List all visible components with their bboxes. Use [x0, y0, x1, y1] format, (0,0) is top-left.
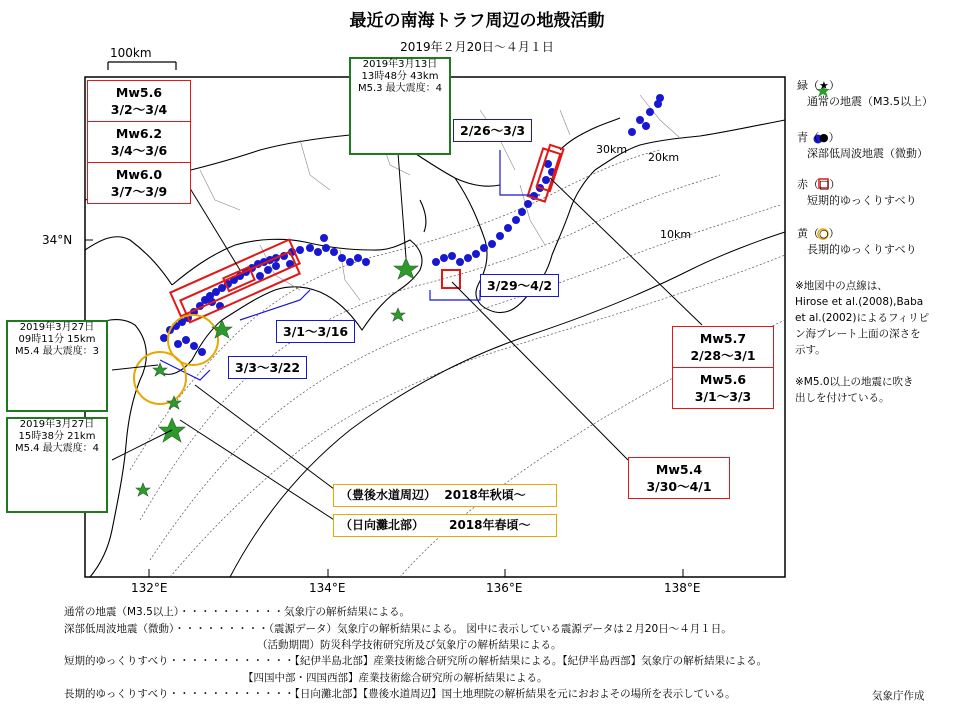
- depth-contour-label: 10km: [660, 228, 692, 241]
- quake-info-box: 2019年3月13日 13時48分 43km M5.3 最大震度：4: [349, 57, 451, 155]
- latitude-label: 34°N: [42, 233, 73, 247]
- tremor-period-label: 2/26～3/3: [453, 119, 532, 142]
- footer-line: 【四国中部・四国西部】産業技術総合研究所の解析結果による。: [243, 672, 548, 684]
- tremor-period-label: 3/3～3/22: [228, 356, 307, 379]
- depth-contour-label: 30km: [596, 143, 628, 156]
- credit: 気象庁作成: [872, 690, 925, 702]
- short-slip-callout-single: Mw5.4 3/30～4/1: [628, 457, 730, 499]
- slip-entry: Mw5.6 3/2～3/4: [110, 85, 168, 117]
- tremor-period-label: 3/29～4/2: [480, 274, 559, 297]
- slip-entry: Mw6.2 3/4～3/6: [88, 121, 190, 162]
- lon-tick-label: 136°E: [486, 581, 523, 595]
- short-slip-callout-right: [672, 326, 774, 409]
- short-slip-callout-left: [87, 80, 191, 204]
- lon-tick-label: 138°E: [664, 581, 701, 595]
- footer-line: 深部低周波地震（微動）・・・・・・・・・（震源データ）気象庁の解析結果による。 図中に表示している震源データは２月20日～４月１日。: [64, 623, 732, 635]
- footer-line: 短期的ゆっくりすべり・・・・・・・・・・・・【紀伊半島北部】産業技術総合研究所の解析結果による。【紀伊半島西部】気象庁の解析結果による。: [64, 655, 768, 667]
- lon-tick-label: 132°E: [131, 581, 168, 595]
- magnitude-note: ※M5.0以上の地震に吹き 出しを付けている。: [795, 376, 914, 404]
- long-slip-label: （豊後水道周辺） 2018年秋頃～: [333, 484, 557, 507]
- footer-line: 通常の地震（M3.5以上）・・・・・・・・・・気象庁の解析結果による。: [64, 606, 411, 618]
- legend-green: 緑（★） 通常の地震（M3.5以上）: [797, 79, 933, 108]
- footer-line: （活動期間）防災科学技術研究所及び気象庁の解析結果による。: [257, 639, 562, 651]
- slip-entry: Mw5.6 3/1～3/3: [673, 367, 773, 408]
- scale-label: 100km: [110, 46, 152, 60]
- page-title: 最近の南海トラフ周辺の地殻活動: [349, 11, 605, 31]
- legend-red: 赤（□） 短期的ゆっくりすべり: [797, 178, 917, 207]
- long-slip-label: （日向灘北部） 2018年春頃～: [333, 514, 557, 537]
- quake-info-box: 2019年3月27日 15時38分 21km M5.4 最大震度：4: [6, 417, 108, 513]
- scale-bar: [108, 62, 176, 70]
- quake-info-box: 2019年3月27日 09時11分 15km M5.4 最大震度：3: [6, 320, 108, 412]
- tremor-period-label: 3/1～3/16: [276, 320, 355, 343]
- lon-tick-label: 134°E: [309, 581, 346, 595]
- slip-entry: Mw5.7 2/28～3/1: [690, 331, 756, 363]
- footer-line: 長期的ゆっくりすべり・・・・・・・・・・・・【日向灘北部】【豊後水道周辺】国土地理院の解析結果を元におおよその場所を表示している。: [64, 688, 736, 700]
- depth-contour-label: 20km: [648, 151, 680, 164]
- date-range: 2019年２月20日～４月１日: [400, 40, 554, 54]
- contour-note: ※地図中の点線は、 Hirose et al.(2008),Baba et al.(2002)によるフィリピ ン海プレート上面の深さを 示す。: [795, 280, 930, 356]
- legend-blue: 青（●） 深部低周波地震（微動）: [797, 131, 928, 160]
- slip-entry: Mw6.0 3/7～3/9: [88, 162, 190, 203]
- legend-yellow: 黄（○） 長期的ゆっくりすべり: [797, 227, 917, 256]
